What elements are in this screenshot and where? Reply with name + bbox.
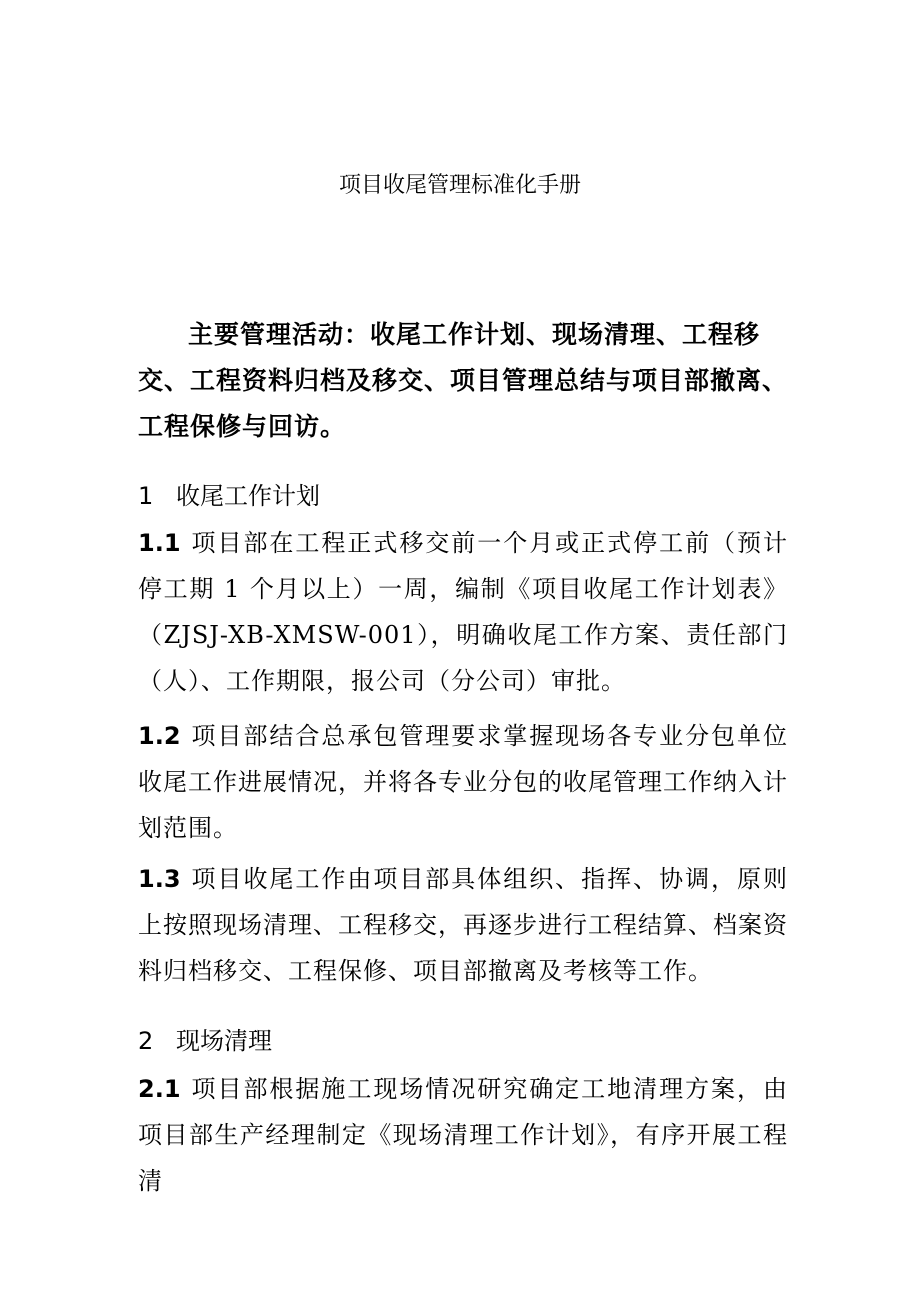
management-activities-summary: 主要管理活动：收尾工作计划、现场清理、工程移交、工程资料归档及移交、项目管理总结与项目部撤离、工程保修与回访。 [138,320,789,441]
paragraph-1-3 [138,856,788,994]
paragraph-text: 项目部结合总承包管理要求掌握现场各专业分包单位收尾工作进展情况，并将各专业分包的收尾管理工作纳入计划范围。 [138,722,788,842]
section-title: 现场清理 [176,1027,272,1055]
paragraph-number: 1.3 [138,865,181,893]
section-title: 收尾工作计划 [176,482,320,510]
paragraph-1-1 [138,520,788,704]
section-heading-1 [138,476,788,516]
paragraph-text: 项目部在工程正式移交前一个月或正式停工前（预计停工期 1 个月以上）一周，编制《项目收尾工作计划表》（ZJSJ-XB-XMSW-001），明确收尾工作方案、责任部门（人）、工作期限，报公司（分公司）审批。 [138,529,788,695]
document-title: 项目收尾管理标准化手册 [338,173,581,198]
section-heading-2 [138,1021,788,1061]
paragraph-1-2 [138,713,788,851]
paragraph-number: 1.1 [138,529,181,557]
paragraph-number: 2.1 [138,1075,181,1103]
section-number: 1 [138,482,154,510]
paragraph-text: 项目部根据施工现场情况研究确定工地清理方案，由项目部生产经理制定《现场清理工作计划》，有序开展工程清 [138,1075,788,1195]
paragraph-number: 1.2 [138,722,181,750]
paragraph-2-1 [138,1066,788,1204]
section-number: 2 [138,1027,154,1055]
paragraph-text: 项目收尾工作由项目部具体组织、指挥、协调，原则上按照现场清理、工程移交，再逐步进行工程结算、档案资料归档移交、工程保修、项目部撤离及考核等工作。 [138,865,788,985]
